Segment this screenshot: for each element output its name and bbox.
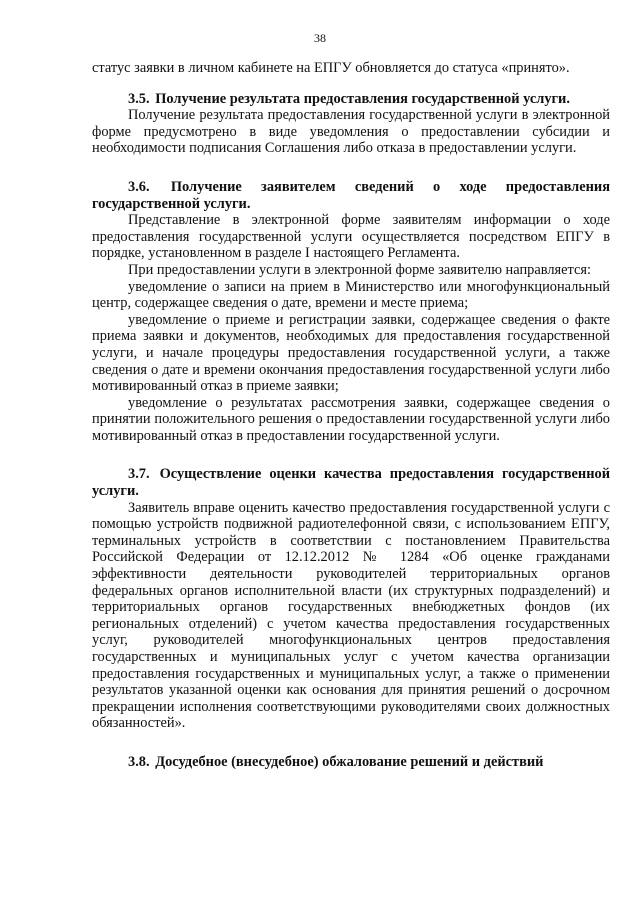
section-number: 3.7.	[128, 466, 150, 483]
section-title: Осуществление оценки качества предоставления государственной услуги.	[92, 466, 610, 500]
section-title: Получение заявителем сведений о ходе предоставления государственной услуги.	[92, 178, 610, 212]
section-title: Досудебное (внесудебное) обжалование решений и действий	[155, 753, 544, 770]
paragraph: При предоставлении услуги в электронной форме заявителю направляется:	[128, 261, 591, 278]
section-heading-3-5	[92, 91, 610, 108]
paragraph: уведомление о записи на прием в Министерство или многофункциональный центр, содержащее сведения о дате, времени и месте приема;	[92, 278, 610, 312]
section-number: 3.6.	[128, 178, 150, 195]
section-number: 3.8.	[128, 753, 150, 770]
section-title: Получение результата предоставления государственной услуги.	[155, 90, 570, 107]
intro-paragraph: статус заявки в личном кабинете на ЕПГУ обновляется до статуса «принято».	[92, 60, 570, 76]
paragraph: Заявитель вправе оценить качество предоставления государственной услуги с помощью устройств подвижной радиотелефонной связи, с использованием ЕПГУ, терминальных устройств в соответствии с постановлением Правительства Российской Федерации от 12.12.2012 № 1284 «Об оценке гражданами эффективности деятельности руководителей территориальных органов федеральных органов исполнительной власти (их структурных подразделений) и территориальных органов государственных внебюджетных фондов (их региональных отделений) с учетом качества предоставления государственных услуг, руководителей многофункциональных центров предоставления государственных и муниципальных услуг с учетом качества организации предоставления государственных и муниципальных услуг, а также о применении результатов указанной оценки как основания для принятия решений о досрочном прекращении исполнения соответствующими руководителями своих должностных обязанностей».	[92, 499, 610, 732]
page-number: 38	[314, 31, 326, 45]
document-body	[92, 60, 610, 771]
paragraph: Получение результата предоставления государственной услуги в электронной форме предусмотрено в виде уведомления о предоставлении субсидии и необходимости подписания Соглашения либо отказа в предоставлении услуги.	[92, 107, 610, 157]
section-heading-3-6	[92, 179, 610, 212]
section-heading-3-8	[92, 754, 610, 771]
section-heading-3-7	[92, 466, 610, 499]
paragraph: уведомление о результатах рассмотрения заявки, содержащее сведения о принятии положительного решения о предоставлении государственной услуги либо мотивированный отказ в предоставлении государственной услуги.	[92, 394, 610, 444]
paragraph: уведомление о приеме и регистрации заявки, содержащее сведения о факте приема заявки и документов, необходимых для предоставления государственной услуги, и начале процедуры предоставления государственной услуги, а также сведения о дате и времени окончания предоставления государственной услуги либо мотивированный отказ в приеме заявки;	[92, 311, 610, 395]
section-number: 3.5.	[128, 90, 150, 107]
paragraph: Представление в электронной форме заявителям информации о ходе предоставления государственной услуги осуществляется посредством ЕПГУ в порядке, установленном в разделе I настоящего Регламента.	[92, 212, 610, 262]
